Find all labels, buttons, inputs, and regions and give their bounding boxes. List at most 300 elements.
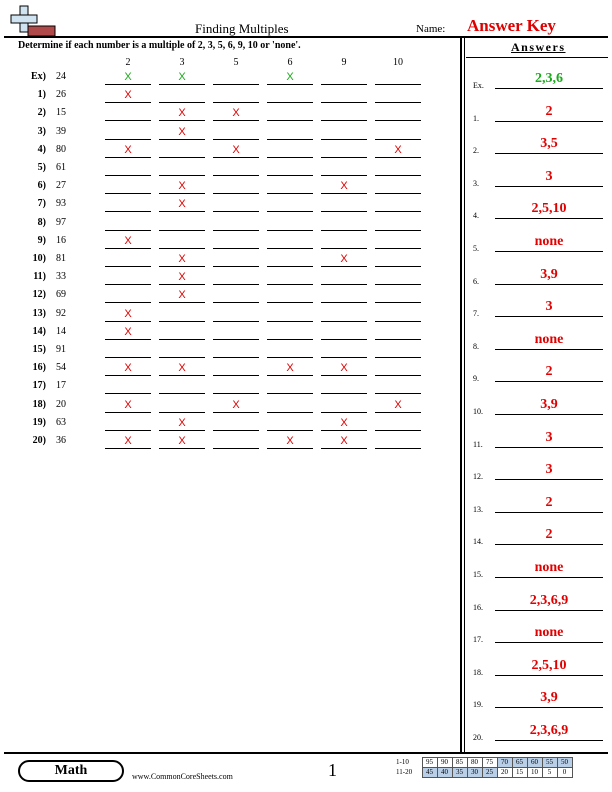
answer-cell-10 <box>375 253 421 267</box>
answer-value: 3,9 <box>540 690 558 706</box>
score-cell: 5 <box>542 768 557 778</box>
answer-item <box>473 492 603 514</box>
problem-label: 15) <box>32 344 46 355</box>
answer-cell-3: X <box>159 271 205 285</box>
name-label: Name: <box>416 23 446 35</box>
answer-example <box>473 68 603 90</box>
answer-value: none <box>534 331 564 347</box>
answer-cell-9: X <box>321 362 367 376</box>
subject-badge: Math <box>18 760 124 782</box>
answer-cell-9 <box>321 71 367 85</box>
answer-cell-9: X <box>321 180 367 194</box>
answer-cell-6 <box>267 126 313 140</box>
answer-cell-5 <box>213 289 259 303</box>
score-cell: 45 <box>422 768 437 778</box>
answer-cell-2: X <box>105 235 151 249</box>
problem-number: 26 <box>56 89 66 101</box>
answer-item <box>473 622 603 644</box>
answer-cell-5: X <box>213 107 259 121</box>
answer-item <box>473 557 603 579</box>
answer-cell-5 <box>213 362 259 376</box>
answer-item <box>473 296 603 318</box>
answer-value: 3 <box>545 168 553 184</box>
problem-number: 14 <box>56 325 66 337</box>
answer-label: 7. <box>473 309 479 319</box>
problem-label: 9) <box>37 234 46 246</box>
problem-row <box>0 417 460 435</box>
answer-cell-9 <box>321 344 367 358</box>
divisor-header-6: 6 <box>287 57 293 68</box>
problem-row <box>0 271 460 289</box>
problem-number: 97 <box>56 216 66 228</box>
example-row <box>0 71 460 89</box>
problem-row <box>0 399 460 417</box>
answer-cell-2 <box>105 289 151 303</box>
problem-number: 33 <box>56 271 66 283</box>
answer-label: 15. <box>473 570 483 579</box>
answer-line <box>495 707 603 708</box>
answer-item <box>473 427 603 449</box>
answer-cell-2 <box>105 417 151 431</box>
score-cell: 35 <box>452 768 467 778</box>
problem-label: 4) <box>37 143 46 155</box>
answer-cell-2 <box>105 253 151 267</box>
answer-line <box>495 675 603 676</box>
answer-cell-5 <box>213 89 259 103</box>
answer-label: 10. <box>473 407 483 416</box>
answer-line <box>495 544 603 545</box>
problem-row <box>0 89 460 107</box>
answer-label: 2. <box>473 146 479 156</box>
answer-cell-3 <box>159 144 205 158</box>
answer-cell-2 <box>105 107 151 121</box>
answer-value: 2 <box>545 494 553 510</box>
problem-number: 24 <box>56 71 66 82</box>
answer-item <box>473 133 603 155</box>
answer-item <box>473 361 603 383</box>
score-cell: 0 <box>557 768 572 778</box>
problem-label: Ex) <box>31 71 46 82</box>
answer-cell-6 <box>267 380 313 394</box>
answer-cell-10 <box>375 289 421 303</box>
answer-item <box>473 524 603 546</box>
answer-cell-2 <box>105 162 151 176</box>
score-cell: 20 <box>497 768 512 778</box>
answer-line <box>495 414 603 415</box>
problem-row <box>0 344 460 362</box>
problem-row <box>0 435 460 453</box>
answer-cell-9 <box>321 399 367 413</box>
answer-cell-2 <box>105 198 151 212</box>
answer-cell-10 <box>375 162 421 176</box>
divisor-header-9: 9 <box>341 57 347 68</box>
answer-cell-2: X <box>105 399 151 413</box>
answer-label: 3. <box>473 178 479 188</box>
answer-cell-5 <box>213 180 259 194</box>
answers-heading: Answers <box>511 40 566 54</box>
answer-cell-9: X <box>321 435 367 449</box>
score-cell: 50 <box>557 758 572 768</box>
answer-value: 2 <box>545 103 553 119</box>
answer-cell-10 <box>375 126 421 140</box>
answer-cell-5 <box>213 344 259 358</box>
answer-label: 20. <box>473 733 483 742</box>
answer-cell-6: X <box>267 71 313 85</box>
problem-label: 17) <box>32 380 46 392</box>
answer-label: 19. <box>473 700 483 710</box>
answer-cell-6 <box>267 217 313 231</box>
answer-cell-6 <box>267 289 313 303</box>
answer-line <box>495 88 603 89</box>
problem-row <box>0 107 460 125</box>
problem-label: 12) <box>32 289 46 301</box>
answer-cell-3: X <box>159 417 205 431</box>
answer-line <box>495 251 603 252</box>
answer-label: 17. <box>473 635 483 645</box>
problem-row <box>0 362 460 380</box>
answer-key-title: Answer Key <box>467 16 556 35</box>
answer-cell-3: X <box>159 362 205 376</box>
answer-line <box>495 284 603 285</box>
answer-cell-9: X <box>321 253 367 267</box>
answer-item <box>473 231 603 253</box>
answer-label: 14. <box>473 537 483 547</box>
answer-cell-5 <box>213 217 259 231</box>
problem-label: 2) <box>37 107 46 119</box>
answer-cell-9 <box>321 326 367 340</box>
answer-item <box>473 264 603 286</box>
answer-cell-2 <box>105 380 151 394</box>
answer-cell-6 <box>267 253 313 267</box>
answer-cell-5 <box>213 271 259 285</box>
answer-cell-10 <box>375 271 421 285</box>
answer-cell-10 <box>375 89 421 103</box>
answer-cell-10 <box>375 71 421 85</box>
problem-number: 20 <box>56 398 66 410</box>
divisor-header-2: 2 <box>125 57 131 68</box>
answer-value: 2,3,6,9 <box>529 723 569 738</box>
answer-cell-2 <box>105 344 151 358</box>
score-cell: 75 <box>482 758 497 768</box>
problem-number: 27 <box>56 180 66 192</box>
answer-label: 13. <box>473 504 483 514</box>
answer-cell-6 <box>267 198 313 212</box>
score-cell: 15 <box>512 768 527 778</box>
score-cell: 25 <box>482 768 497 778</box>
answer-cell-3 <box>159 217 205 231</box>
answer-cell-10 <box>375 107 421 121</box>
answer-line <box>495 479 603 480</box>
answer-cell-9 <box>321 289 367 303</box>
answer-value: 3,5 <box>540 136 558 152</box>
answer-cell-10: X <box>375 399 421 413</box>
answer-cell-5 <box>213 162 259 176</box>
answer-cell-2: X <box>105 435 151 449</box>
answer-cell-10 <box>375 235 421 249</box>
problem-number: 54 <box>56 362 66 374</box>
answer-cell-3: X <box>159 253 205 267</box>
answer-cell-3 <box>159 326 205 340</box>
answer-cell-2: X <box>105 144 151 158</box>
answer-cell-9 <box>321 89 367 103</box>
score-row <box>396 758 572 768</box>
problem-label: 10) <box>32 253 46 264</box>
problem-number: 81 <box>56 253 66 264</box>
answer-cell-9 <box>321 107 367 121</box>
answer-cell-5 <box>213 235 259 249</box>
answer-cell-9 <box>321 126 367 140</box>
score-cell: 80 <box>467 758 482 768</box>
answer-cell-3 <box>159 89 205 103</box>
answer-cell-2 <box>105 271 151 285</box>
logo-icon <box>6 4 56 38</box>
answer-cell-2 <box>105 180 151 194</box>
problem-row <box>0 144 460 162</box>
problem-number: 15 <box>56 107 66 119</box>
score-cell: 95 <box>422 758 437 768</box>
answer-cell-10 <box>375 362 421 376</box>
answer-value: 2,5,10 <box>531 657 567 673</box>
answer-cell-10 <box>375 380 421 394</box>
answer-cell-9 <box>321 144 367 158</box>
problem-row <box>0 308 460 326</box>
problem-number: 80 <box>56 143 66 155</box>
answer-cell-6 <box>267 308 313 322</box>
problem-label: 20) <box>32 435 46 446</box>
answers-divider <box>466 57 608 58</box>
website-link[interactable]: www.CommonCoreSheets.com <box>132 772 233 781</box>
answer-cell-10 <box>375 326 421 340</box>
answer-cell-10 <box>375 435 421 449</box>
answer-line <box>495 121 603 122</box>
answer-cell-3 <box>159 235 205 249</box>
problem-label: 19) <box>32 416 46 428</box>
answer-cell-10 <box>375 198 421 212</box>
answer-item <box>473 394 603 416</box>
answer-line <box>495 316 603 317</box>
problem-label: 3) <box>37 125 46 137</box>
answer-label: 9. <box>473 374 479 384</box>
answer-cell-3 <box>159 399 205 413</box>
problem-number: 63 <box>56 416 66 428</box>
answer-cell-5 <box>213 126 259 140</box>
problem-row <box>0 289 460 307</box>
answer-value: 2,3,6,9 <box>529 592 569 608</box>
answer-cell-9 <box>321 380 367 394</box>
answer-cell-3: X <box>159 289 205 303</box>
score-cell: 55 <box>542 758 557 768</box>
problem-label: 8) <box>37 216 46 228</box>
divisor-header-10: 10 <box>393 57 403 68</box>
problem-label: 18) <box>32 398 46 410</box>
problem-number: 36 <box>56 435 66 446</box>
problem-label: 14) <box>32 325 46 337</box>
answer-value: none <box>534 625 564 641</box>
answer-value: 3 <box>545 429 553 445</box>
answer-cell-9 <box>321 235 367 249</box>
column-divider <box>460 36 465 752</box>
divisor-header-5: 5 <box>233 57 239 68</box>
score-cell: 30 <box>467 768 482 778</box>
answer-label: 1. <box>473 113 479 123</box>
answer-cell-2: X <box>105 362 151 376</box>
answer-line <box>495 381 603 382</box>
answer-label: 11. <box>473 439 483 449</box>
answer-label: Ex. <box>473 81 484 90</box>
answer-cell-6 <box>267 399 313 413</box>
score-cell: 60 <box>527 758 542 768</box>
problem-label: 5) <box>37 162 46 173</box>
answer-cell-9: X <box>321 417 367 431</box>
answer-item <box>473 720 603 742</box>
answer-label: 16. <box>473 602 483 612</box>
score-cell: 70 <box>497 758 512 768</box>
answer-item <box>473 687 603 709</box>
answer-value: none <box>534 234 564 249</box>
problem-number: 61 <box>56 162 66 173</box>
answer-cell-5 <box>213 71 259 85</box>
answer-cell-2 <box>105 217 151 231</box>
answer-cell-3 <box>159 162 205 176</box>
answer-cell-6 <box>267 89 313 103</box>
answer-cell-5 <box>213 253 259 267</box>
answer-cell-6 <box>267 235 313 249</box>
score-cell: 65 <box>512 758 527 768</box>
instructions: Determine if each number is a multiple of 2, 3, 5, 6, 9, 10 or 'none'. <box>18 40 301 51</box>
answer-cell-6 <box>267 326 313 340</box>
problem-label: 7) <box>37 198 46 210</box>
answer-cell-3: X <box>159 126 205 140</box>
answer-label: 12. <box>473 472 483 482</box>
answer-value: 3,9 <box>540 266 558 282</box>
answer-cell-3: X <box>159 180 205 194</box>
answer-item <box>473 101 603 123</box>
answer-cell-2: X <box>105 71 151 85</box>
answer-cell-2: X <box>105 326 151 340</box>
problem-number: 92 <box>56 307 66 319</box>
problem-row <box>0 253 460 271</box>
answer-item <box>473 655 603 677</box>
answer-cell-2 <box>105 126 151 140</box>
footer-divider <box>4 752 608 754</box>
answer-value: 2 <box>545 527 553 543</box>
answer-line <box>495 447 603 448</box>
score-table <box>396 757 573 778</box>
answer-cell-5 <box>213 435 259 449</box>
problem-row <box>0 217 460 235</box>
answer-cell-6 <box>267 344 313 358</box>
answer-cell-9 <box>321 271 367 285</box>
answer-item <box>473 198 603 220</box>
answer-cell-10 <box>375 417 421 431</box>
answer-cell-3: X <box>159 107 205 121</box>
problem-label: 11) <box>33 271 46 283</box>
problem-label: 1) <box>37 89 46 101</box>
answer-cell-3 <box>159 344 205 358</box>
score-cell: 40 <box>437 768 452 778</box>
divisor-header-3: 3 <box>179 57 185 68</box>
answer-line <box>495 186 603 187</box>
answer-line <box>495 349 603 350</box>
answer-cell-10 <box>375 308 421 322</box>
problem-row <box>0 380 460 398</box>
answer-label: 18. <box>473 667 483 677</box>
problem-row <box>0 126 460 144</box>
answer-line <box>495 218 603 219</box>
problem-row <box>0 326 460 344</box>
answer-cell-3: X <box>159 435 205 449</box>
problem-label: 6) <box>37 180 46 192</box>
answer-cell-5 <box>213 417 259 431</box>
score-range-label: 11-20 <box>396 768 413 776</box>
score-range-label: 1-10 <box>396 758 409 766</box>
answer-cell-6 <box>267 417 313 431</box>
answer-line <box>495 153 603 154</box>
page-number: 1 <box>328 760 337 780</box>
answer-item <box>473 590 603 612</box>
answer-cell-10: X <box>375 144 421 158</box>
answer-line <box>495 740 603 741</box>
answer-value: 2 <box>545 364 553 380</box>
answer-cell-5: X <box>213 144 259 158</box>
answer-value: 2,5,10 <box>531 201 567 217</box>
answer-cell-5 <box>213 198 259 212</box>
answer-cell-2: X <box>105 89 151 103</box>
answer-cell-10 <box>375 344 421 358</box>
answer-cell-6 <box>267 271 313 285</box>
answer-cell-6 <box>267 144 313 158</box>
answer-cell-3: X <box>159 198 205 212</box>
answer-label: 8. <box>473 341 479 351</box>
answer-cell-5 <box>213 380 259 394</box>
answer-cell-6 <box>267 107 313 121</box>
answer-cell-5 <box>213 308 259 322</box>
answer-cell-6: X <box>267 362 313 376</box>
answer-label: 6. <box>473 276 479 286</box>
answer-cell-3: X <box>159 71 205 85</box>
score-cell: 10 <box>527 768 542 778</box>
answer-value: 3,9 <box>540 397 558 412</box>
answer-cell-9 <box>321 308 367 322</box>
answer-line <box>495 512 603 513</box>
answer-value: none <box>534 560 564 575</box>
problem-label: 16) <box>32 362 46 374</box>
answer-label: 4. <box>473 211 479 221</box>
answer-cell-5 <box>213 326 259 340</box>
problem-number: 16 <box>56 234 66 246</box>
problem-number: 17 <box>56 380 66 392</box>
answer-value: 3 <box>545 299 553 315</box>
answer-cell-2: X <box>105 308 151 322</box>
answer-label: 5. <box>473 244 479 253</box>
answer-cell-3 <box>159 380 205 394</box>
problem-row <box>0 198 460 216</box>
problem-row <box>0 162 460 180</box>
answer-value: 3 <box>545 462 553 478</box>
page-title: Finding Multiples <box>195 21 289 36</box>
answer-line <box>495 577 603 578</box>
answer-cell-10 <box>375 180 421 194</box>
score-row <box>396 768 572 778</box>
answer-item <box>473 166 603 188</box>
answer-item <box>473 459 603 481</box>
score-cell: 90 <box>437 758 452 768</box>
answer-line <box>495 610 603 611</box>
answer-value: 2,3,6 <box>535 71 563 86</box>
problem-label: 13) <box>32 307 46 319</box>
score-cell: 85 <box>452 758 467 768</box>
answer-cell-5: X <box>213 399 259 413</box>
